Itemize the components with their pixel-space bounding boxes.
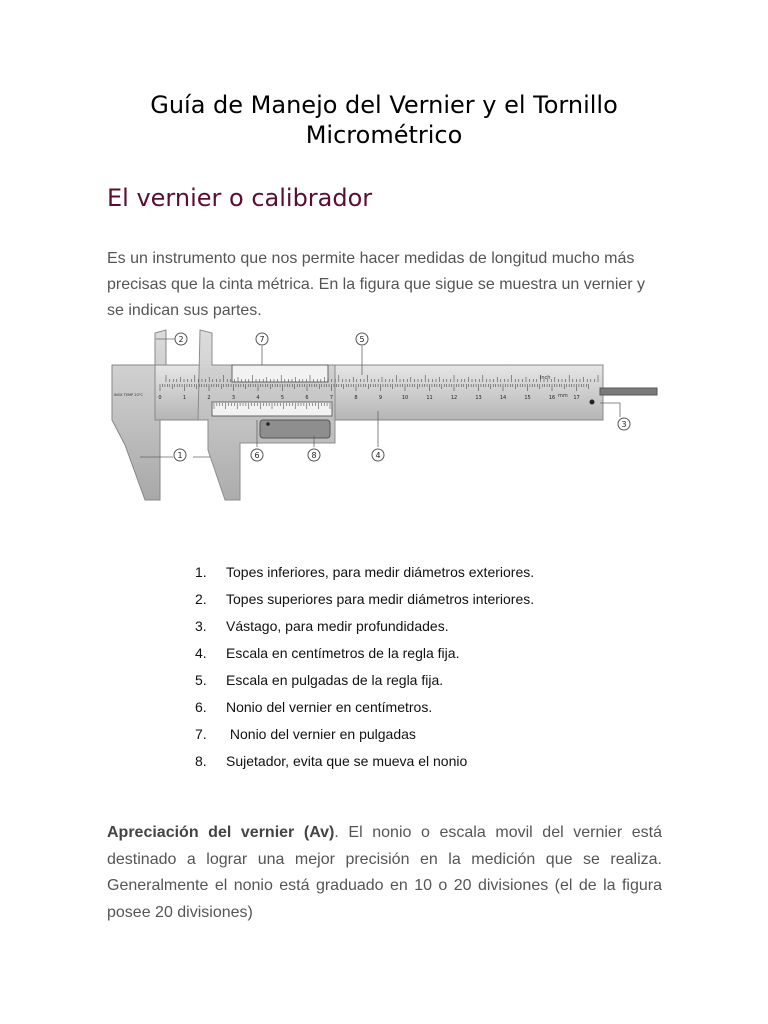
cm-tick-label: 8 — [354, 395, 358, 401]
cm-tick-label: 10 — [401, 395, 409, 401]
apreciacion-term: Apreciación del vernier (Av) — [107, 824, 335, 841]
list-item: 1. Topes inferiores, para medir diámetros exteriores. — [195, 564, 535, 580]
list-item: 4. Escala en centímetros de la regla fija. — [195, 645, 460, 661]
locking-screw — [260, 420, 330, 438]
list-item: 7. Nonio del vernier en pulgadas — [195, 726, 416, 742]
svg-text:1: 1 — [177, 451, 183, 460]
list-item: 3. Vástago, para medir profundidades. — [195, 618, 449, 634]
cm-tick-label: 17 — [573, 395, 580, 401]
cm-tick-label: 2 — [207, 395, 211, 401]
svg-text:4: 4 — [375, 451, 381, 460]
cm-tick-label: 13 — [475, 395, 482, 401]
brand-label: INOX TEMP 20°C — [114, 393, 143, 397]
svg-text:6: 6 — [254, 451, 260, 460]
callout-4 — [372, 449, 384, 461]
callout-3 — [618, 418, 630, 430]
rod-hole — [590, 400, 595, 405]
cm-tick-label: 5 — [280, 395, 285, 401]
intro-paragraph: Es un instrumento que nos permite hacer medidas de longitud mucho más precisas que la cinta métrica. En la figura que sigue se muestra un vernier y se indican sus partes. — [107, 250, 646, 319]
list-item: 8. Sujetador, evita que se mueva el nonio — [195, 753, 468, 769]
cm-tick-label: 4 — [256, 395, 260, 401]
svg-text:7: 7 — [259, 335, 265, 344]
cm-tick-label: 1 — [182, 395, 187, 401]
unit-top-label: inch — [540, 375, 551, 381]
cm-tick-label: 16 — [548, 395, 556, 401]
svg-text:5: 5 — [359, 335, 365, 344]
callout-2 — [175, 333, 187, 345]
cm-tick-label: 3 — [231, 395, 236, 401]
svg-text:2: 2 — [178, 335, 184, 344]
svg-text:8: 8 — [311, 451, 317, 460]
list-item: 2. Topes superiores para medir diámetros interiores. — [195, 591, 535, 607]
depth-rod — [600, 388, 657, 395]
cm-tick-label: 11 — [426, 395, 433, 401]
apreciacion-text: . El nonio o escala movil del vernier está destinado a lograr una mejor precisión en la medición que se realiza. Generalmente el nonio está graduado en 10 o 20 divisiones (el de la figura posee 20 divisiones) — [107, 824, 662, 921]
parts-list — [195, 562, 534, 778]
cm-tick-label: 0 — [158, 395, 162, 401]
document-title: Guía de Manejo del Vernier y el Tornillo Micrométrico — [150, 91, 618, 149]
cm-tick-label: 14 — [499, 395, 507, 401]
cm-tick-label: 12 — [450, 395, 458, 401]
list-item: 5. Escala en pulgadas de la regla fija. — [195, 672, 444, 688]
svg-text:3: 3 — [621, 420, 627, 429]
apreciacion-paragraph — [107, 820, 662, 926]
cm-tick-label: 9 — [378, 395, 383, 401]
vernier-caliper-figure — [100, 325, 666, 510]
cm-tick-label: 15 — [524, 395, 531, 401]
callout-5 — [356, 333, 368, 345]
callout-6 — [251, 449, 263, 461]
cm-tick-label: 7 — [329, 395, 334, 401]
list-item: 6. Nonio del vernier en centímetros. — [195, 699, 433, 715]
cm-tick-label: 6 — [305, 395, 309, 401]
section-heading: El vernier o calibrador — [107, 184, 373, 212]
callout-1 — [174, 449, 186, 461]
callout-7 — [256, 333, 268, 345]
unit-bottom-label: mm — [558, 393, 568, 399]
callout-8 — [308, 449, 320, 461]
